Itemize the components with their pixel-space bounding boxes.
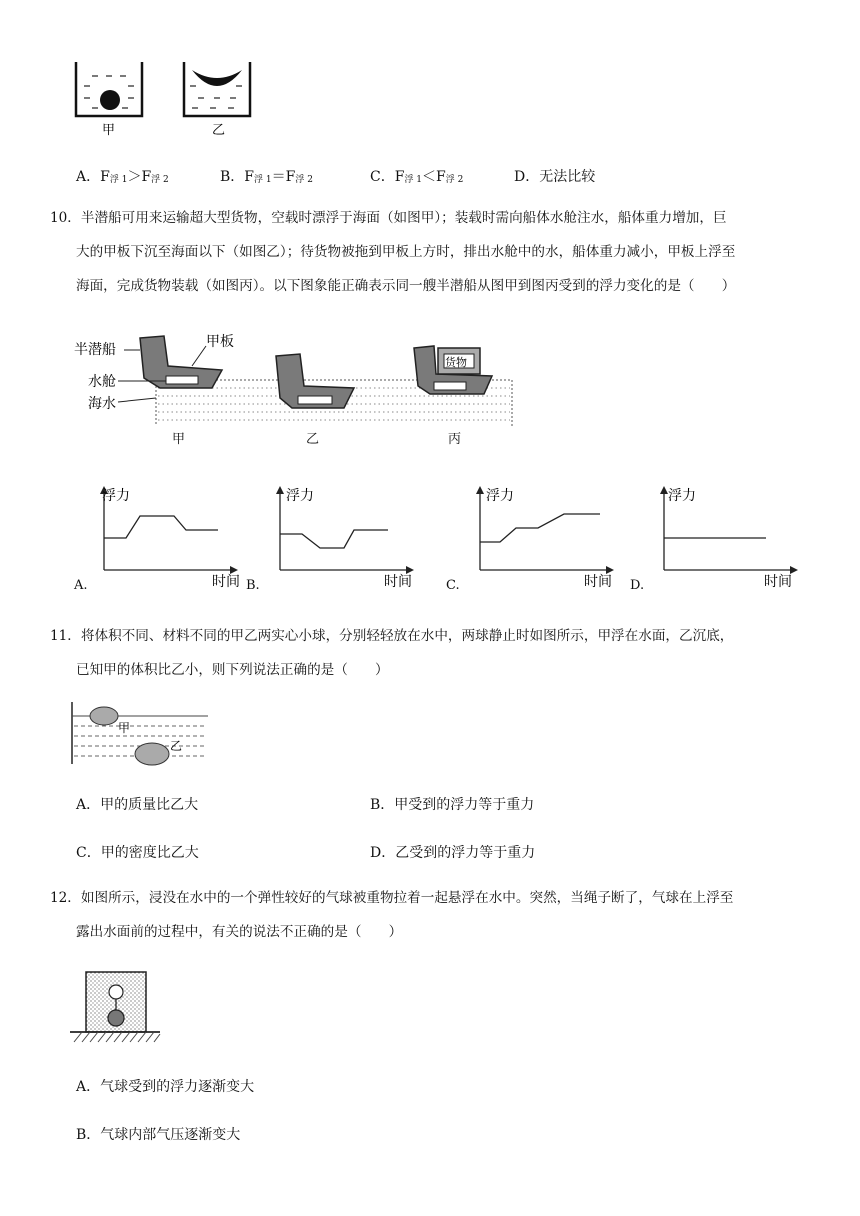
graph-c-curve <box>480 514 600 542</box>
q11-option-a[interactable]: A．甲的质量比乙大 <box>76 797 199 813</box>
ship-stage-c <box>414 346 492 394</box>
q9-option-a[interactable]: A．F浮 1＞F浮 2 <box>76 169 169 185</box>
q10-line-2: 大的甲板下沉至海面以下（如图乙）；待货物被拖到甲板上方时，排出水舱中的水，船体重力减小，甲板上浮至 <box>76 244 736 260</box>
graph-letter-a[interactable]: A. <box>74 578 88 593</box>
q10-graph-a[interactable] <box>84 480 254 590</box>
q12-line-2: 露出水面前的过程中，有关的说法不正确的是（ ） <box>76 924 403 940</box>
label-sea: 海水 <box>88 396 116 412</box>
graph-letter-d[interactable]: D. <box>630 578 645 593</box>
q11-line-2: 已知甲的体积比乙小，则下列说法正确的是（ ） <box>76 662 389 678</box>
weight <box>108 1010 124 1026</box>
label-deck: 甲板 <box>206 334 234 350</box>
ball-yi <box>135 743 169 765</box>
balloon <box>109 985 123 999</box>
q10-ship-figure <box>72 326 522 426</box>
ball-jia <box>90 707 118 725</box>
q9-container-a <box>76 62 142 138</box>
svg-text:时间: 时间 <box>764 574 792 590</box>
stage-label-b-text: 乙 <box>306 432 320 447</box>
q12-line-1: 12．如图所示，浸没在水中的一个弹性较好的气球被重物拉着一起悬浮在水中。突然，当绳子断了，气球在上浮至 <box>50 890 734 906</box>
q11-option-b[interactable]: B．甲受到的浮力等于重力 <box>370 797 535 813</box>
q9-option-c[interactable]: C．F浮 1＜F浮 2 <box>370 169 464 185</box>
q9-label-b: 乙 <box>212 123 226 138</box>
q9-option-b[interactable]: B．F浮 1＝F浮 2 <box>220 169 313 185</box>
cargo-label: 货物 <box>445 356 467 369</box>
svg-text:时间: 时间 <box>384 574 412 590</box>
q9-label-a: 甲 <box>102 123 116 138</box>
q10-line-1: 10．半潜船可用来运输超大型货物，空载时漂浮于海面（如图甲）；装载时需向船体水舱注水，船体重力增加，巨 <box>50 210 727 226</box>
solid-ball <box>100 90 120 110</box>
q9-container-b <box>184 62 250 138</box>
ground-hatch <box>74 1032 160 1042</box>
graph-letter-c[interactable]: C. <box>446 578 460 593</box>
graph-letter-b[interactable]: B. <box>246 578 260 593</box>
svg-text:浮力: 浮力 <box>102 488 130 504</box>
svg-text:浮力: 浮力 <box>486 488 514 504</box>
q11-line-1: 11．将体积不同、材料不同的甲乙两实心小球，分别轻轻放在水中，两球静止时如图所示，甲浮在水面，乙沉底， <box>50 628 734 644</box>
q12-figure <box>70 968 162 1048</box>
bowl-shape <box>192 70 242 86</box>
q12-option-b[interactable]: B．气球内部气压逐渐变大 <box>76 1127 241 1143</box>
q11-figure <box>68 698 212 772</box>
svg-text:时间: 时间 <box>584 574 612 590</box>
q12-option-a[interactable]: A．气球受到的浮力逐渐变大 <box>76 1079 255 1095</box>
svg-text:乙: 乙 <box>170 739 183 753</box>
q10-graph-b[interactable] <box>260 480 430 590</box>
label-tank: 水舱 <box>88 374 116 390</box>
label-ship: 半潜船 <box>74 342 116 358</box>
q10-graph-d[interactable] <box>644 480 814 590</box>
q9-figure <box>70 56 260 140</box>
stage-label-a-text: 甲 <box>172 432 186 447</box>
water-tank <box>166 376 198 384</box>
svg-text:时间: 时间 <box>212 574 240 590</box>
q11-option-c[interactable]: C．甲的密度比乙大 <box>76 845 199 861</box>
q10-line-3: 海面，完成货物装载（如图丙）。以下图象能正确表示同一艘半潜船从图甲到图丙受到的浮力变化的是（ ） <box>76 278 736 294</box>
q11-option-d[interactable]: D．乙受到的浮力等于重力 <box>370 845 536 861</box>
svg-text:浮力: 浮力 <box>668 488 696 504</box>
stage-label-c-text: 丙 <box>448 432 462 447</box>
q10-graph-c[interactable] <box>460 480 630 590</box>
svg-text:浮力: 浮力 <box>286 488 314 504</box>
q9-option-d[interactable]: D．无法比较 <box>514 169 596 185</box>
graph-a-curve <box>104 516 218 538</box>
svg-text:甲: 甲 <box>118 721 131 735</box>
graph-b-curve <box>280 530 388 548</box>
